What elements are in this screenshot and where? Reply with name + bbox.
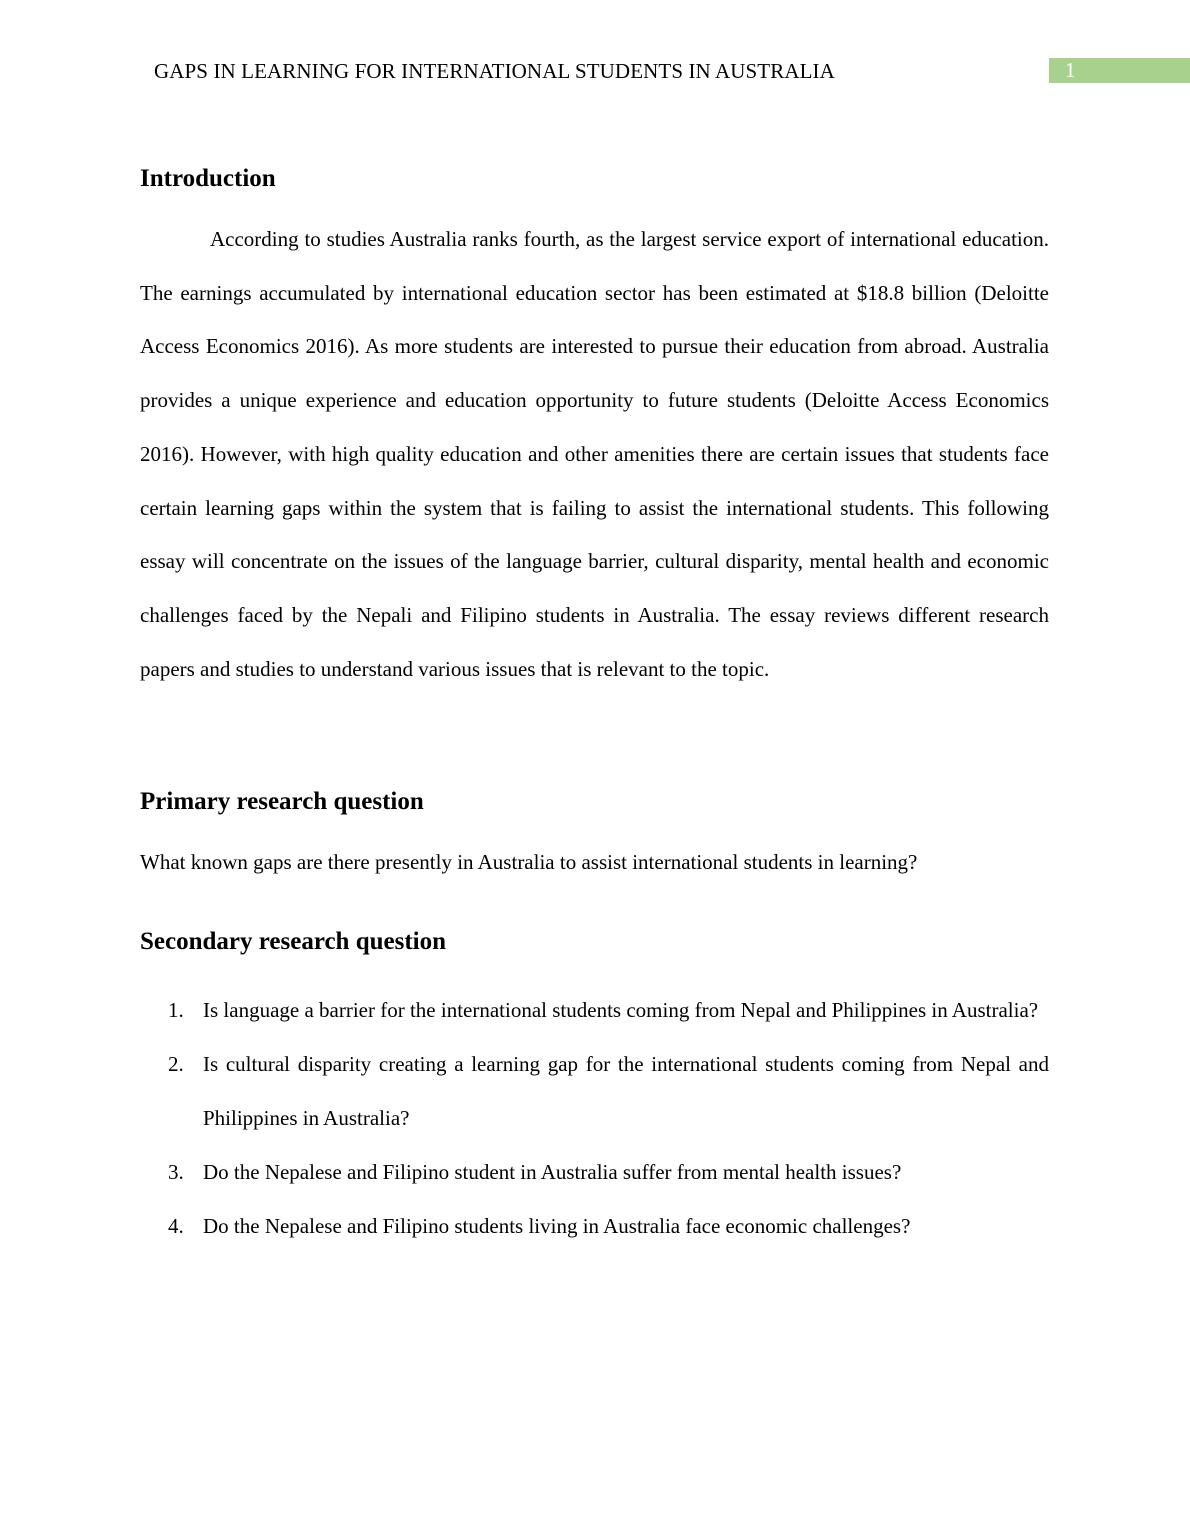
introduction-paragraph: According to studies Australia ranks fourth, as the largest service export of international education. The earnings accumulated by international education sector has been estimated at $18.8 billion (Deloitte Access Economics 2016). As more students are interested to pursue their education from abroad. Australia provides a unique experience and education opportunity to future students (Deloitte Access Economics 2016). However, with high quality education and other amenities there are certain issues that students face certain learning gaps within the system that is failing to assist the international students. This following essay will concentrate on the issues of the language barrier, cultural disparity, mental health and economic challenges faced by the Nepali and Filipino students in Australia. The essay reviews different research papers and studies to understand various issues that is relevant to the topic. <box>140 227 1049 681</box>
list-item-number: 4. <box>168 1214 184 1238</box>
list-item-text: Do the Nepalese and Filipino student in Australia suffer from mental health issues? <box>203 1160 902 1184</box>
list-item <box>140 1199 1049 1253</box>
secondary-question-heading: Secondary research question <box>140 928 447 955</box>
page-number-badge <box>1049 58 1190 83</box>
introduction-heading: Introduction <box>140 165 276 192</box>
list-item-number: 1. <box>168 998 184 1022</box>
list-item <box>140 983 1049 1037</box>
list-item <box>140 1145 1049 1199</box>
running-header-title: GAPS IN LEARNING FOR INTERNATIONAL STUDENTS IN AUSTRALIA <box>154 59 835 83</box>
list-item-number: 3. <box>168 1160 184 1184</box>
list-item-number: 2. <box>168 1052 184 1076</box>
primary-question-text: What known gaps are there presently in Australia to assist international students in learning? <box>140 850 918 874</box>
page-number: 1 <box>1065 58 1076 82</box>
secondary-questions-list <box>140 983 1049 1253</box>
list-item-text: Is cultural disparity creating a learning gap for the international students coming from Nepal and Philippines in Australia? <box>203 1052 1049 1130</box>
list-item-text: Is language a barrier for the international students coming from Nepal and Philippines in Australia? <box>203 998 1039 1022</box>
list-item-text: Do the Nepalese and Filipino students living in Australia face economic challenges? <box>203 1214 911 1238</box>
primary-question-heading: Primary research question <box>140 788 424 815</box>
list-item <box>140 1037 1049 1145</box>
